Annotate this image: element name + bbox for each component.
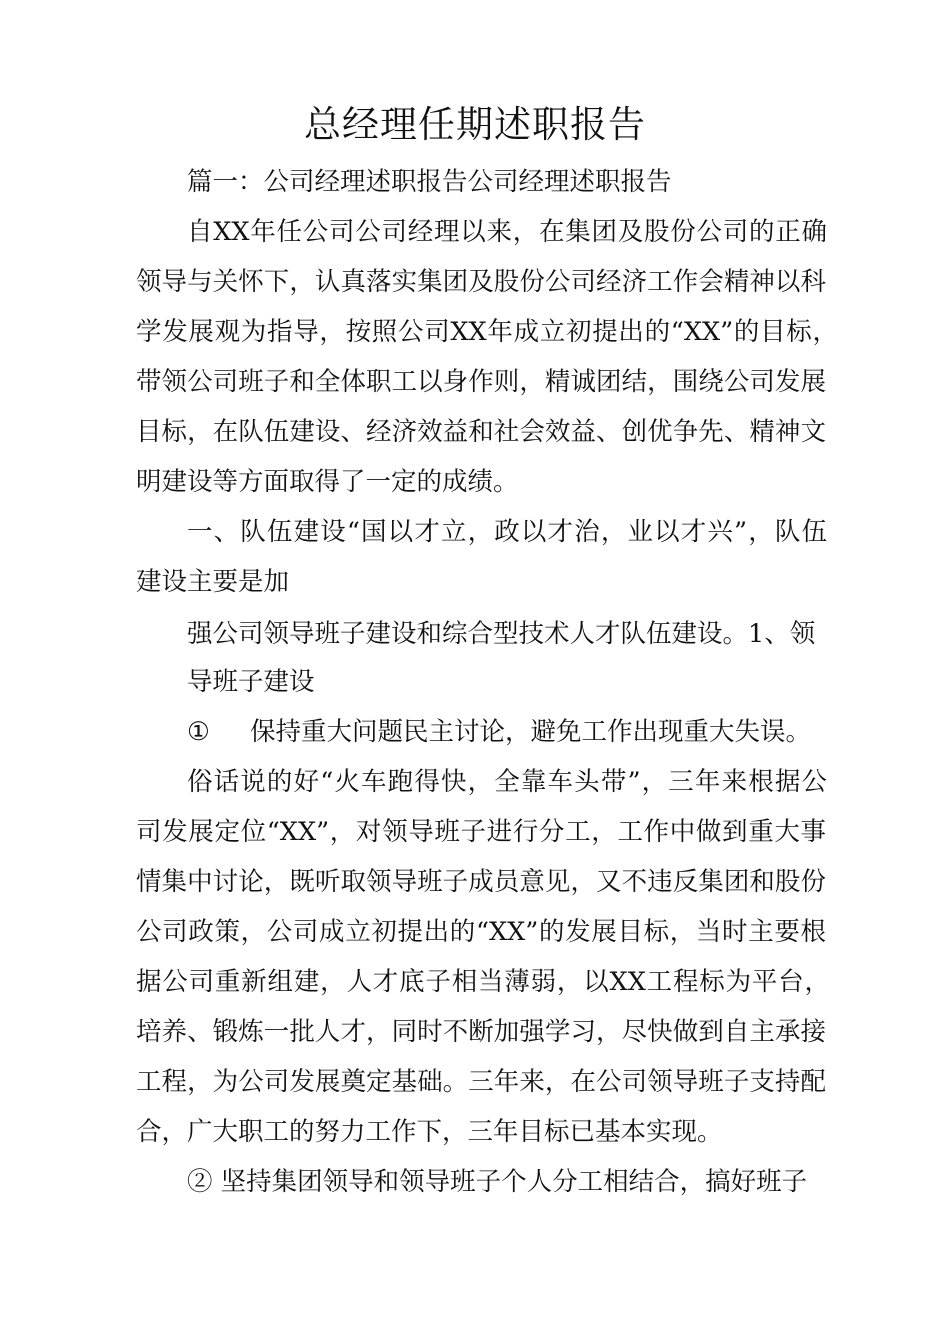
paragraph-line: ② 坚持集团领导和领导班子个人分工相结合，搞好班子: [187, 1167, 808, 1197]
paragraph-line: 培养、锻炼一批人才，同时不断加强学习，尽快做到自主承接: [136, 1017, 826, 1047]
list-item-text: 保持重大问题民主讨论，避免工作出现重大失误。: [250, 717, 812, 747]
paragraph-line: 情集中讨论，既听取领导班子成员意见，又不违反集团和股份: [136, 867, 826, 897]
paragraph-line: 领导与关怀下，认真落实集团及股份公司经济工作会精神以科: [136, 267, 826, 297]
paragraph-line: 俗话说的好“火车跑得快，全靠车头带”，三年来根据公: [187, 767, 827, 797]
section-heading: 篇一：公司经理述职报告公司经理述职报告: [187, 167, 672, 197]
list-marker: ①: [187, 717, 210, 747]
document-title: 总经理任期述职报告: [304, 103, 646, 146]
paragraph-line: 强公司领导班子建设和综合型技术人才队伍建设。1、领: [187, 619, 816, 649]
paragraph-line: 公司政策，公司成立初提出的“XX”的发展目标，当时主要根: [136, 917, 826, 947]
paragraph-line: 自XX年任公司公司经理以来，在集团及股份公司的正确: [187, 217, 827, 247]
paragraph-line: 带领公司班子和全体职工以身作则，精诚团结，围绕公司发展: [136, 367, 826, 397]
paragraph-line: 明建设等方面取得了一定的成绩。: [136, 467, 519, 497]
paragraph-line: 目标，在队伍建设、经济效益和社会效益、创优争先、精神文: [136, 417, 826, 447]
paragraph-line: 一、队伍建设“国以才立，政以才治，业以才兴”，队伍: [187, 517, 827, 547]
paragraph-line: 司发展定位“XX”，对领导班子进行分工，工作中做到重大事: [136, 817, 826, 847]
paragraph-line: 合，广大职工的努力工作下，三年目标已基本实现。: [136, 1117, 723, 1147]
paragraph-line: 工程，为公司发展奠定基础。三年来，在公司领导班子支持配: [136, 1067, 826, 1097]
paragraph-line: 学发展观为指导，按照公司XX年成立初提出的“XX”的目标，: [136, 317, 838, 347]
paragraph-line: 导班子建设: [187, 667, 315, 697]
paragraph-line: 建设主要是加: [136, 567, 290, 597]
paragraph-line: 据公司重新组建，人才底子相当薄弱，以XX工程标为平台，: [136, 967, 830, 997]
